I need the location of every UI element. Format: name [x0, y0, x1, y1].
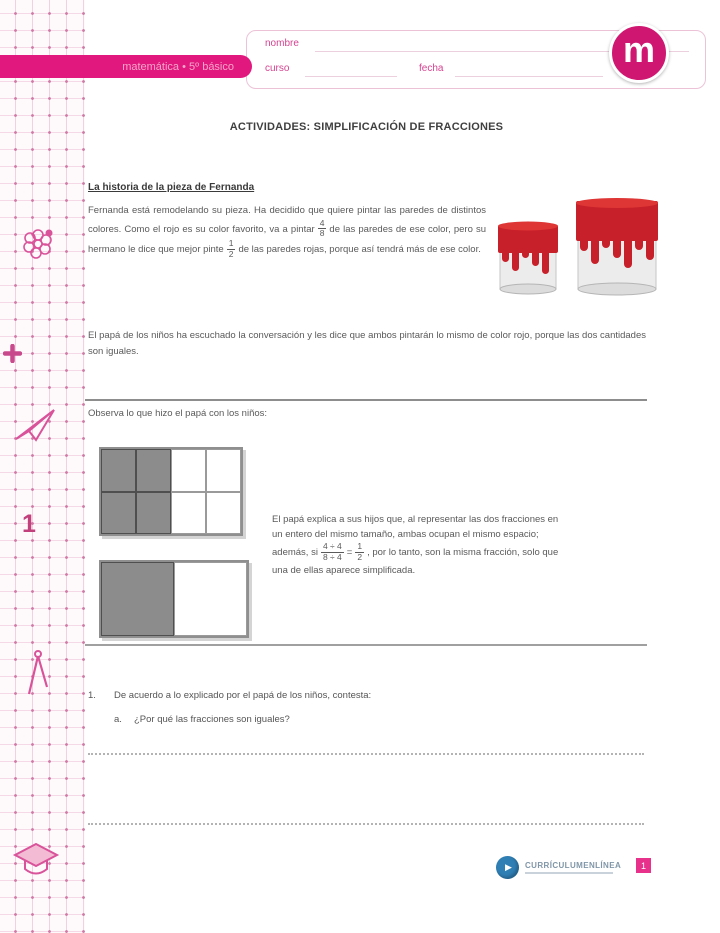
equals-sign: =	[346, 547, 353, 559]
grid-cell	[206, 492, 241, 535]
explanation-text	[272, 512, 564, 578]
story-heading: La historia de la pieza de Fernanda	[88, 182, 255, 193]
shaded-grid-cell	[101, 562, 174, 636]
curriculum-en-linea-logo	[496, 856, 621, 879]
fraction-4-8	[318, 219, 327, 240]
numerator: 1	[357, 541, 363, 552]
plus-doodle-icon	[3, 344, 22, 363]
shaded-grid-cell	[101, 449, 136, 492]
text-run: de las paredes rojas, porque así tendrá más de ese color.	[238, 243, 481, 255]
subject-banner	[0, 55, 252, 78]
subject-banner-label: matemática • 5º básico	[122, 60, 234, 73]
brand-tagline-line	[525, 872, 613, 874]
subquestion-text: ¿Por qué las fracciones son iguales?	[134, 714, 290, 725]
date-field-label: fecha	[419, 63, 444, 74]
math-m-logo	[609, 23, 669, 83]
text-run: de las paredes de ese color, pero su hermano le dice que mejor pinte	[88, 223, 487, 255]
text-run: Fernanda está remodelando su pieza. Ha decidido que quiere pintar las paredes de distintos colores. Como el rojo es su color favorito, va a pintar	[88, 205, 486, 235]
answer-dotted-line	[88, 823, 644, 825]
grid-cell	[174, 562, 247, 636]
margin-number: 1	[22, 510, 36, 538]
fraction-grid-1-2	[99, 560, 249, 638]
denominator: 2	[357, 552, 363, 563]
graph-paper-margin	[0, 0, 85, 933]
graduation-cap-doodle-icon	[12, 840, 60, 880]
brand-block	[525, 861, 621, 875]
large-paint-bucket	[576, 198, 658, 295]
brand-text: CURRÍCULUMENLÍNEA	[525, 860, 622, 870]
text-run: El papá explica a sus hijos que, al representar las dos fracciones en un entero del mismo tamaño, ambas ocupan el mismo espacio; además, si	[272, 514, 559, 559]
course-field-label: curso	[265, 63, 290, 74]
play-glyph: ▶	[505, 862, 512, 872]
fraction-simplification	[321, 542, 344, 563]
play-icon	[496, 856, 519, 879]
grid-cell	[171, 492, 206, 535]
subquestion-letter: a.	[114, 714, 122, 725]
shaded-grid-cell	[136, 449, 171, 492]
question-1	[88, 690, 371, 701]
fraction-1-2-result	[355, 542, 364, 563]
page-number-badge: 1	[636, 858, 651, 873]
paper-plane-doodle-icon	[13, 406, 57, 444]
page-title: ACTIVIDADES: SIMPLIFICACIÓN DE FRACCIONES	[229, 121, 504, 133]
numerator: 4	[319, 217, 325, 228]
numerator: 4 ÷ 4	[322, 541, 342, 552]
date-field-line	[455, 76, 603, 77]
section-divider	[85, 644, 647, 646]
question-1a	[114, 714, 290, 725]
compass-doodle-icon	[22, 648, 54, 698]
grid-cell	[206, 449, 241, 492]
question-text: De acuerdo a lo explicado por el papá de los niños, contesta:	[114, 690, 372, 701]
observe-intro: Observa lo que hizo el papá con los niños:	[88, 408, 268, 419]
course-field-line	[305, 76, 397, 77]
question-number: 1.	[88, 690, 96, 701]
denominator: 8	[319, 228, 325, 239]
small-paint-bucket	[498, 222, 558, 295]
grid-cell	[171, 449, 206, 492]
flower-bud	[46, 230, 53, 237]
fraction-grid-4-8	[99, 447, 243, 536]
section-divider	[85, 399, 647, 401]
logo-letter: m	[622, 29, 655, 70]
flower-doodle-icon	[20, 226, 56, 262]
story-paragraph-2: El papá de los niños ha escuchado la conversación y les dice que ambos pintarán lo mismo de color rojo, porque las dos cantidades son iguales.	[88, 330, 646, 357]
answer-dotted-line	[88, 753, 644, 755]
story-paragraph-1	[88, 203, 486, 260]
name-field-label: nombre	[265, 38, 299, 49]
denominator: 8 ÷ 4	[322, 552, 342, 563]
text-run: , por lo tanto, son la misma fracción, solo que una de ellas aparece simplificada.	[272, 547, 559, 576]
shaded-grid-cell	[136, 492, 171, 535]
numerator: 1	[228, 238, 234, 249]
shaded-grid-cell	[101, 492, 136, 535]
paint-buckets-image	[492, 197, 660, 299]
fraction-1-2	[227, 239, 236, 260]
denominator: 2	[228, 248, 234, 259]
